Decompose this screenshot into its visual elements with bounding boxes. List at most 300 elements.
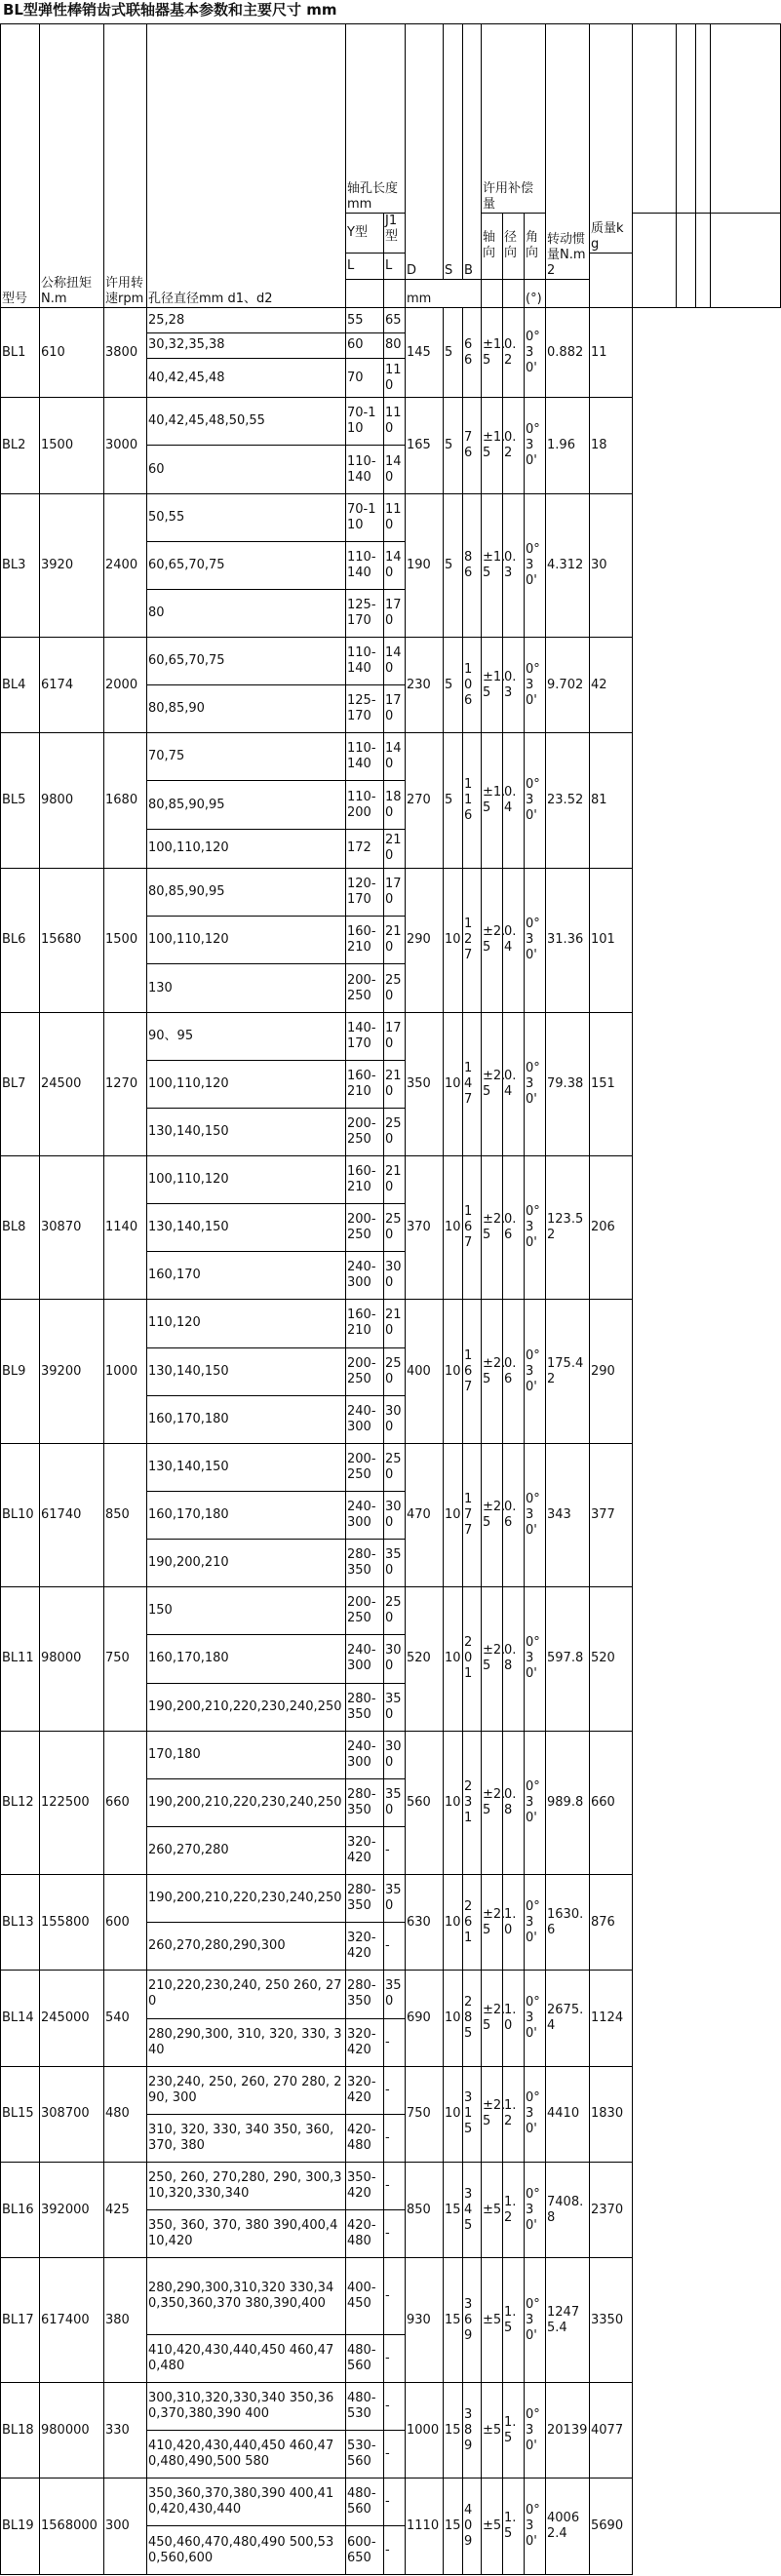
axial-cell: ±2.5: [482, 1971, 503, 2066]
j1-length-cell: -: [384, 1923, 406, 1971]
D-cell: 400: [406, 1300, 444, 1443]
inertia-cell: 7408.8: [546, 2162, 590, 2257]
speed-cell: 480: [104, 2066, 147, 2162]
angular-cell: 0°30': [525, 1731, 546, 1874]
bore-cell: 50,55: [147, 493, 346, 541]
table-row: [1, 1875, 781, 1923]
j1-length-cell: 350: [384, 1778, 406, 1826]
D-cell: 750: [406, 2066, 444, 2162]
B-cell: 201: [463, 1587, 482, 1731]
j1-length-cell: 110: [384, 358, 406, 398]
j1-length-cell: 210: [384, 917, 406, 964]
torque-cell: 155800: [40, 1875, 104, 1971]
y-length-cell: 240-300: [346, 1491, 384, 1539]
B-cell: 147: [463, 1012, 482, 1155]
y-length-cell: 160-210: [346, 917, 384, 964]
speed-cell: 2400: [104, 493, 147, 637]
y-length-cell: 110-140: [346, 733, 384, 781]
D-cell: 850: [406, 2162, 444, 2257]
B-cell: 389: [463, 2383, 482, 2478]
y-length-cell: 70-110: [346, 493, 384, 541]
torque-cell: 24500: [40, 1012, 104, 1155]
mass-cell: 520: [590, 1587, 633, 1731]
D-cell: 690: [406, 1971, 444, 2066]
table-row: [1, 1443, 781, 1491]
bore-cell: 30,32,35,38: [147, 333, 346, 359]
S-cell: 5: [444, 638, 463, 733]
angular-cell: 0°30': [525, 2162, 546, 2257]
header-unit-mm: mm: [406, 279, 482, 307]
axial-cell: ±1.5: [482, 308, 503, 398]
model-cell: BL15: [1, 2066, 40, 2162]
model-cell: BL7: [1, 1012, 40, 1155]
j1-length-cell: 65: [384, 308, 406, 333]
speed-cell: 3800: [104, 308, 147, 398]
bore-cell: 130,140,150: [147, 1108, 346, 1155]
j1-length-cell: 300: [384, 1395, 406, 1443]
D-cell: 145: [406, 308, 444, 398]
bore-cell: 230,240, 250, 260, 270 280, 290, 300: [147, 2066, 346, 2114]
axial-cell: ±2.5: [482, 2066, 503, 2162]
D-cell: 930: [406, 2258, 444, 2383]
bore-cell: 70,75: [147, 733, 346, 781]
model-cell: BL18: [1, 2383, 40, 2478]
header-D: D: [406, 24, 444, 280]
angular-cell: 0°30': [525, 638, 546, 733]
j1-length-cell: 300: [384, 1491, 406, 1539]
table-row: [1, 1731, 781, 1778]
model-cell: BL13: [1, 1875, 40, 1971]
j1-length-cell: 250: [384, 1204, 406, 1252]
table-row: [1, 2066, 781, 2114]
inertia-cell: 79.38: [546, 1012, 590, 1155]
y-length-cell: 120-170: [346, 869, 384, 917]
S-cell: 5: [444, 308, 463, 398]
inertia-cell: 31.36: [546, 869, 590, 1012]
j1-length-cell: 350: [384, 1683, 406, 1731]
bore-cell: 60: [147, 446, 346, 493]
j1-length-cell: 300: [384, 1731, 406, 1778]
B-cell: 116: [463, 733, 482, 869]
speed-cell: 1270: [104, 1012, 147, 1155]
j1-length-cell: 250: [384, 1443, 406, 1491]
y-length-cell: 140-170: [346, 1012, 384, 1060]
axial-cell: ±2.5: [482, 1012, 503, 1155]
mass-cell: 81: [590, 733, 633, 869]
y-length-cell: 320-420: [346, 1826, 384, 1874]
inertia-cell: 4.312: [546, 493, 590, 637]
inertia-cell: 597.8: [546, 1587, 590, 1731]
header-angular: 角向: [525, 214, 546, 280]
B-cell: 167: [463, 1156, 482, 1300]
j1-length-cell: -: [384, 2210, 406, 2258]
j1-length-cell: -: [384, 2383, 406, 2431]
speed-cell: 540: [104, 1971, 147, 2066]
bore-cell: 150: [147, 1587, 346, 1635]
model-cell: BL16: [1, 2162, 40, 2257]
y-length-cell: 420-480: [346, 2114, 384, 2162]
coupling-parameter-table: [0, 23, 781, 2575]
j1-length-cell: 210: [384, 1156, 406, 1204]
bore-cell: 160,170: [147, 1252, 346, 1300]
model-cell: BL2: [1, 398, 40, 493]
y-length-cell: 110-140: [346, 446, 384, 493]
angular-cell: 0°30': [525, 1156, 546, 1300]
B-cell: 285: [463, 1971, 482, 2066]
j1-length-cell: 170: [384, 1012, 406, 1060]
S-cell: 10: [444, 869, 463, 1012]
inertia-cell: 989.8: [546, 1731, 590, 1874]
B-cell: 167: [463, 1300, 482, 1443]
D-cell: 470: [406, 1443, 444, 1586]
header-blank: [384, 279, 406, 307]
table-row: [1, 2258, 781, 2335]
model-cell: BL8: [1, 1156, 40, 1300]
table-row: [1, 2383, 781, 2431]
j1-length-cell: 210: [384, 1060, 406, 1108]
speed-cell: 1500: [104, 869, 147, 1012]
bore-cell: 350,360,370,380,390 400,410,420,430,440: [147, 2478, 346, 2526]
radial-cell: 1.5: [503, 2258, 525, 2383]
j1-length-cell: -: [384, 2066, 406, 2114]
D-cell: 270: [406, 733, 444, 869]
axial-cell: ±2.5: [482, 1443, 503, 1586]
radial-cell: 1.0: [503, 1875, 525, 1971]
bore-cell: 190,200,210,220,230,240,250: [147, 1875, 346, 1923]
bore-cell: 60,65,70,75: [147, 541, 346, 589]
speed-cell: 380: [104, 2258, 147, 2383]
j1-length-cell: -: [384, 2431, 406, 2478]
radial-cell: 0.4: [503, 1012, 525, 1155]
header-unit-degree: (°): [525, 279, 546, 307]
mass-cell: 4077: [590, 2383, 633, 2478]
model-cell: BL12: [1, 1731, 40, 1874]
D-cell: 190: [406, 493, 444, 637]
bore-cell: 80,85,90,95: [147, 869, 346, 917]
axial-cell: ±1.5: [482, 493, 503, 637]
inertia-cell: 4410: [546, 2066, 590, 2162]
S-cell: 5: [444, 493, 463, 637]
j1-length-cell: 250: [384, 1108, 406, 1155]
radial-cell: 1.5: [503, 2383, 525, 2478]
table-row: [1, 493, 781, 541]
y-length-cell: 125-170: [346, 685, 384, 733]
D-cell: 350: [406, 1012, 444, 1155]
y-length-cell: 110-140: [346, 541, 384, 589]
radial-cell: 0.6: [503, 1443, 525, 1586]
mass-cell: 290: [590, 1300, 633, 1443]
y-length-cell: 240-300: [346, 1731, 384, 1778]
table-row: [1, 1587, 781, 1635]
bore-cell: 90、95: [147, 1012, 346, 1060]
y-length-cell: 110-200: [346, 781, 384, 829]
inertia-cell: 40062.4: [546, 2478, 590, 2575]
mass-cell: 3350: [590, 2258, 633, 2383]
y-length-cell: 530-560: [346, 2431, 384, 2478]
B-cell: 76: [463, 398, 482, 493]
B-cell: 66: [463, 308, 482, 398]
inertia-cell: 20139: [546, 2383, 590, 2478]
torque-cell: 980000: [40, 2383, 104, 2478]
header-blank: [546, 279, 590, 307]
model-cell: BL1: [1, 308, 40, 398]
bore-cell: 190,200,210,220,230,240,250: [147, 1683, 346, 1731]
y-length-cell: 60: [346, 333, 384, 359]
j1-length-cell: 80: [384, 333, 406, 359]
axial-cell: ±1.5: [482, 638, 503, 733]
mass-cell: 18: [590, 398, 633, 493]
inertia-cell: 0.882: [546, 308, 590, 398]
bore-cell: 100,110,120: [147, 829, 346, 869]
header-blank: [346, 279, 384, 307]
angular-cell: 0°30': [525, 869, 546, 1012]
bore-cell: 190,200,210,220,230,240,250: [147, 1778, 346, 1826]
B-cell: 369: [463, 2258, 482, 2383]
y-length-cell: 160-210: [346, 1300, 384, 1347]
y-length-cell: 280-350: [346, 1875, 384, 1923]
j1-length-cell: 140: [384, 541, 406, 589]
torque-cell: 1500: [40, 398, 104, 493]
bore-cell: 410,420,430,440,450 460,470,480: [147, 2334, 346, 2382]
y-length-cell: 55: [346, 308, 384, 333]
y-length-cell: 240-300: [346, 1252, 384, 1300]
radial-cell: 0.4: [503, 733, 525, 869]
header-blank: [503, 279, 525, 307]
bore-cell: 160,170,180: [147, 1635, 346, 1683]
j1-length-cell: 350: [384, 1875, 406, 1923]
header-B: B: [463, 24, 482, 280]
page-title: BL型弹性棒销齿式联轴器基本参数和主要尺寸 mm: [3, 1, 337, 19]
torque-cell: 30870: [40, 1156, 104, 1300]
S-cell: 15: [444, 2478, 463, 2575]
table-row: [1, 1300, 781, 1347]
bore-cell: 160,170,180: [147, 1395, 346, 1443]
S-cell: 15: [444, 2162, 463, 2257]
header-blank: [633, 24, 677, 214]
bore-cell: 280,290,300,310,320 330,340,350,360,370 380,390,400: [147, 2258, 346, 2335]
angular-cell: 0°30': [525, 2478, 546, 2575]
bore-cell: 260,270,280,290,300: [147, 1923, 346, 1971]
j1-length-cell: -: [384, 2114, 406, 2162]
bore-cell: 130,140,150: [147, 1347, 346, 1395]
inertia-cell: 123.52: [546, 1156, 590, 1300]
j1-length-cell: 140: [384, 446, 406, 493]
mass-cell: 11: [590, 308, 633, 398]
inertia-cell: 175.42: [546, 1300, 590, 1443]
speed-cell: 425: [104, 2162, 147, 2257]
angular-cell: 0°30': [525, 1012, 546, 1155]
inertia-cell: 23.52: [546, 733, 590, 869]
torque-cell: 61740: [40, 1443, 104, 1586]
header-blank: [590, 253, 633, 308]
header-blank: [711, 214, 781, 308]
S-cell: 10: [444, 1300, 463, 1443]
B-cell: 345: [463, 2162, 482, 2257]
mass-cell: 101: [590, 869, 633, 1012]
angular-cell: 0°30': [525, 2383, 546, 2478]
speed-cell: 3000: [104, 398, 147, 493]
D-cell: 520: [406, 1587, 444, 1731]
y-length-cell: 200-250: [346, 1108, 384, 1155]
model-cell: BL6: [1, 869, 40, 1012]
j1-length-cell: -: [384, 2162, 406, 2209]
y-length-cell: 200-250: [346, 1587, 384, 1635]
axial-cell: ±1.5: [482, 398, 503, 493]
y-length-cell: 70-110: [346, 398, 384, 446]
table-row: [1, 869, 781, 917]
S-cell: 10: [444, 2066, 463, 2162]
D-cell: 290: [406, 869, 444, 1012]
j1-length-cell: 250: [384, 964, 406, 1012]
mass-cell: 42: [590, 638, 633, 733]
inertia-cell: 12475.4: [546, 2258, 590, 2383]
y-length-cell: 160-210: [346, 1060, 384, 1108]
D-cell: 165: [406, 398, 444, 493]
torque-cell: 392000: [40, 2162, 104, 2257]
table-row: [1, 733, 781, 781]
header-blank: [633, 214, 677, 308]
j1-length-cell: 210: [384, 1300, 406, 1347]
torque-cell: 98000: [40, 1587, 104, 1731]
speed-cell: 1000: [104, 1300, 147, 1443]
y-length-cell: 350-420: [346, 2162, 384, 2209]
y-length-cell: 320-420: [346, 2018, 384, 2066]
torque-cell: 308700: [40, 2066, 104, 2162]
torque-cell: 39200: [40, 1300, 104, 1443]
axial-cell: ±1.5: [482, 733, 503, 869]
radial-cell: 1.2: [503, 2066, 525, 2162]
bore-cell: 300,310,320,330,340 350,360,370,380,390 400: [147, 2383, 346, 2431]
y-length-cell: 280-350: [346, 1778, 384, 1826]
mass-cell: 5690: [590, 2478, 633, 2575]
y-length-cell: 320-420: [346, 1923, 384, 1971]
bore-cell: 450,460,470,480,490 500,530,560,600: [147, 2526, 346, 2575]
header-blank: [677, 214, 696, 308]
B-cell: 86: [463, 493, 482, 637]
bore-cell: 80,85,90: [147, 685, 346, 733]
inertia-cell: 9.702: [546, 638, 590, 733]
radial-cell: 1.5: [503, 2478, 525, 2575]
B-cell: 261: [463, 1875, 482, 1971]
axial-cell: ±5: [482, 2383, 503, 2478]
y-length-cell: 480-560: [346, 2334, 384, 2382]
j1-length-cell: 170: [384, 685, 406, 733]
y-length-cell: 280-350: [346, 1540, 384, 1587]
y-length-cell: 280-350: [346, 1683, 384, 1731]
bore-cell: 100,110,120: [147, 917, 346, 964]
bore-cell: 60,65,70,75: [147, 638, 346, 685]
angular-cell: 0°30': [525, 1587, 546, 1731]
inertia-cell: 2675.4: [546, 1971, 590, 2066]
axial-cell: ±2.5: [482, 869, 503, 1012]
axial-cell: ±2.5: [482, 1731, 503, 1874]
S-cell: 10: [444, 1971, 463, 2066]
inertia-cell: 1.96: [546, 398, 590, 493]
mass-cell: 30: [590, 493, 633, 637]
torque-cell: 610: [40, 308, 104, 398]
torque-cell: 9800: [40, 733, 104, 869]
header-torque: 公称扭矩N.m: [40, 24, 104, 308]
j1-length-cell: 180: [384, 781, 406, 829]
axial-cell: ±2.5: [482, 1587, 503, 1731]
model-cell: BL19: [1, 2478, 40, 2575]
y-length-cell: 110-140: [346, 638, 384, 685]
j1-length-cell: -: [384, 2526, 406, 2575]
j1-length-cell: 170: [384, 869, 406, 917]
table-row: [1, 1012, 781, 1060]
y-length-cell: 480-530: [346, 2383, 384, 2431]
angular-cell: 0°30': [525, 1443, 546, 1586]
B-cell: 106: [463, 638, 482, 733]
speed-cell: 660: [104, 1731, 147, 1874]
bore-cell: 25,28: [147, 308, 346, 333]
j1-length-cell: 350: [384, 1540, 406, 1587]
B-cell: 231: [463, 1731, 482, 1874]
j1-length-cell: 300: [384, 1635, 406, 1683]
bore-cell: 410,420,430,440,450 460,470,480,490,500 580: [147, 2431, 346, 2478]
model-cell: BL17: [1, 2258, 40, 2383]
speed-cell: 1140: [104, 1156, 147, 1300]
torque-cell: 245000: [40, 1971, 104, 2066]
header-axial: 轴向: [482, 214, 503, 280]
bore-cell: 80: [147, 589, 346, 637]
j1-length-cell: -: [384, 2258, 406, 2335]
radial-cell: 1.0: [503, 1971, 525, 2066]
header-mass: 质量kg: [590, 24, 633, 254]
y-length-cell: 480-560: [346, 2478, 384, 2526]
bore-cell: 40,42,45,48: [147, 358, 346, 398]
axial-cell: ±5: [482, 2258, 503, 2383]
bore-cell: 130,140,150: [147, 1443, 346, 1491]
header-model: 型号: [1, 24, 40, 308]
header-inertia: 转动惯量N.m2: [546, 24, 590, 280]
inertia-cell: 343: [546, 1443, 590, 1586]
y-length-cell: 200-250: [346, 1443, 384, 1491]
y-length-cell: 240-300: [346, 1635, 384, 1683]
j1-length-cell: 170: [384, 589, 406, 637]
angular-cell: 0°30': [525, 308, 546, 398]
header-L-y: L: [346, 253, 384, 279]
B-cell: 409: [463, 2478, 482, 2575]
radial-cell: 0.2: [503, 398, 525, 493]
S-cell: 10: [444, 1875, 463, 1971]
torque-cell: 122500: [40, 1731, 104, 1874]
bore-cell: 190,200,210: [147, 1540, 346, 1587]
D-cell: 1110: [406, 2478, 444, 2575]
header-blank: [696, 24, 711, 214]
header-y-type: Y型: [346, 214, 384, 254]
y-length-cell: 200-250: [346, 1347, 384, 1395]
bore-cell: 210,220,230,240, 250 260, 270: [147, 1971, 346, 2018]
S-cell: 10: [444, 1731, 463, 1874]
D-cell: 630: [406, 1875, 444, 1971]
y-length-cell: 280-350: [346, 1971, 384, 2018]
header-bore: 孔径直径mm d1、d2: [147, 24, 346, 308]
radial-cell: 1.2: [503, 2162, 525, 2257]
bore-cell: 310, 320, 330, 340 350, 360, 370, 380: [147, 2114, 346, 2162]
speed-cell: 1680: [104, 733, 147, 869]
angular-cell: 0°30': [525, 1300, 546, 1443]
y-length-cell: 200-250: [346, 964, 384, 1012]
header-speed: 许用转速rpm: [104, 24, 147, 308]
axial-cell: ±2.5: [482, 1156, 503, 1300]
y-length-cell: 420-480: [346, 2210, 384, 2258]
radial-cell: 0.8: [503, 1587, 525, 1731]
j1-length-cell: 210: [384, 829, 406, 869]
axial-cell: ±2.5: [482, 1300, 503, 1443]
model-cell: BL11: [1, 1587, 40, 1731]
header-L-j1: L: [384, 253, 406, 279]
